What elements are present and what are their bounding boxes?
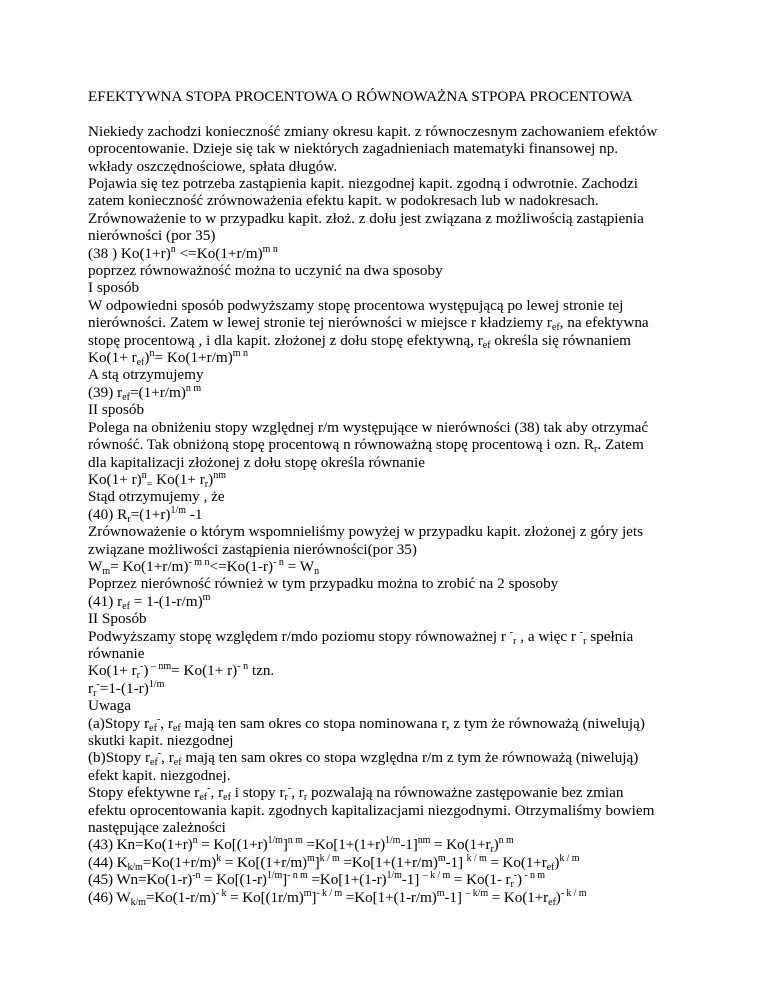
equation-ef: $Ko(1+ r_{ef})^n= Ko(1+r/m)^{m n}$	[88, 348, 249, 369]
paragraph-line: Stopy efektywne $r_{ef}^-$, $r_{ef}$ i stopy $r_r^-$, $r_r$ pozwalają na równoważne zastępowanie bez zmian	[88, 783, 624, 804]
document-page	[88, 88, 688, 906]
equation-45: (45) $Wn=Ko(1-r)^{-n} = Ko[(1-r)^{1/m}]^{- n m} =Ko[1+(1-r)^{1/m}-1] ^{- k / m} = Ko(1-$ $r_r^-$) $^{- n m}$	[88, 870, 545, 891]
equation-rr2: $r_r^-=1-(1-r)^{1/m}$	[88, 678, 165, 699]
equation-46: (46) $W_{k/m}=Ko(1-r/m)^{- k} = Ko[(1r/m)^m]^{- k / m} =Ko[1+(1-r/m)^m-1] ^{- k/m} = Ko(1+r_{ef})^{- k / m}$	[88, 887, 587, 908]
paragraph-line: Zrównoważenie o którym wspomnieliśmy powyżej w przypadku kapit. złożonej z góry jets	[88, 523, 644, 541]
paragraph-line: wkłady oszczędnościowe, spłata długów.	[88, 157, 338, 175]
paragraph-line: (b)Stopy $r_{ef}^-$, $r_{ef}$ mają ten sam okres co stopa względna r/m z tym że równoważą (niwelują)	[88, 748, 639, 769]
paragraph-line: Podwyższamy stopę względem r/mdo poziomu stopy równoważnej r -$_r$ , a więc r -$_r$ spełnia	[88, 626, 634, 647]
paragraph-line: Zrównoważenie to w przypadku kapit. złoż. z dołu jest związana z możliwością zastąpienia	[88, 209, 644, 227]
paragraph-line: A stą otrzymujemy	[88, 366, 204, 384]
paragraph-line: dla kapitalizacji złożonej z dołu stopę określa równanie	[88, 453, 425, 471]
paragraph-line: poprzez równoważność można to uczynić na dwa sposoby	[88, 262, 443, 280]
equation-41: (41) $r_{ef} = 1-(1-r/m)^m$	[88, 591, 211, 612]
paragraph-line: oprocentowanie. Dzieje się tak w niektórych zagadnieniach matematyki finansowej np.	[88, 140, 619, 158]
paragraph-line: równanie	[88, 644, 145, 662]
section-heading: II Sposób	[88, 610, 147, 628]
paragraph-line: nierówności. Zatem w lewej stronie tej nierówności w miejsce r kładziemy $r_{ef}$, na efektywna	[88, 314, 649, 334]
paragraph-line: stopę procentową , i dla kapit. złożonej z dołu stopę efektywną, $r_{ef}$ określa się równaniem	[88, 331, 631, 351]
equation-39: (39) $r_{ef}=(1+r/m)^{n m}$	[88, 382, 202, 403]
paragraph-line: nierówności (por 35)	[88, 227, 216, 245]
paragraph-line: skutki kapit. niezgodnej	[88, 732, 234, 750]
equation-r: $Ko(1+ r)^n_=$ $Ko(1+ r_r)^{nm}$	[88, 469, 226, 490]
paragraph-line: Stąd otrzymujemy , że	[88, 488, 225, 506]
paragraph-line: Niekiedy zachodzi konieczność zmiany okresu kapit. z równoczesnym zachowaniem efektów	[88, 122, 658, 140]
paragraph-line: związane możliwości zastąpienia nierówności(por 35)	[88, 540, 417, 558]
section-heading: Uwaga	[88, 697, 132, 715]
equation-w: $W_m= Ko(1+r/m)^{- m n}<=Ko(1-r)^{- n} = W_n$	[88, 556, 320, 577]
paragraph-line: efekt kapit. niezgodnej.	[88, 766, 231, 784]
paragraph-line: Poprzez nierówność również w tym przypadku można to zrobić na 2 sposoby	[88, 575, 559, 593]
section-heading: I sposób	[88, 279, 140, 297]
paragraph-line: następujące zależności	[88, 819, 226, 837]
equation-44: (44) $K_{k/m}=Ko(1+r/m)^k = Ko[(1+r/m)^m]^{k / m} =Ko[1+(1+r/m)^m-1] ^{k / m} = Ko(1+r_{ef})^{k / m}$	[88, 852, 580, 873]
equation-rr: $Ko(1+ r_r^-)$ $^{- nm}= Ko(1+ r)^{- n}$ tzn.	[88, 661, 275, 682]
paragraph-line: efektu oprocentowania kapit. zgodnych kapitalizacjami niezgodnymi. Otrzymaliśmy bowiem	[88, 801, 655, 819]
section-heading: II sposób	[88, 401, 145, 419]
equation-40: (40) $R_r=(1+r)^{1/m}$ -1	[88, 504, 203, 525]
paragraph-line: Pojawia się tez potrzeba zastąpienia kapit. niezgodnej kapit. zgodną i odwrotnie. Zachodzi	[88, 175, 638, 193]
equation-43: (43) $Kn=Ko(1+r)^n = Ko[(1+r)^{1/m}]^{n m} =Ko[1+(1+r)^{1/m}-1]^{nm} = Ko(1+r_r)^{n m}$	[88, 835, 514, 856]
document-title: EFEKTYWNA STOPA PROCENTOWA O RÓWNOWAŻNA STPOPA PROCENTOWA	[88, 88, 633, 105]
paragraph-line: zatem konieczność zrównoważenia efektu kapit. w podokresach lub w nadokresach.	[88, 192, 599, 210]
paragraph-line: równość. Tak obniżoną stopę procentową n równoważną stopę procentową i ozn. $R_r$. Zatem	[88, 436, 644, 456]
equation-38: (38 ) $Ko(1+r)^n <=Ko(1+r/m)^{m n}$	[88, 243, 278, 262]
paragraph-line: (a)Stopy $r_{ef}^-$, $r_{ef}$ mają ten sam okres co stopa nominowana r, z tym że równoważą (niwelują)	[88, 713, 645, 734]
paragraph-line: W odpowiedni sposób podwyższamy stopę procentowa występującą po lewej stronie tej	[88, 296, 624, 314]
paragraph-line: Polega na obniżeniu stopy względnej r/m występujące w nierówności (38) tak aby otrzymać	[88, 418, 649, 436]
